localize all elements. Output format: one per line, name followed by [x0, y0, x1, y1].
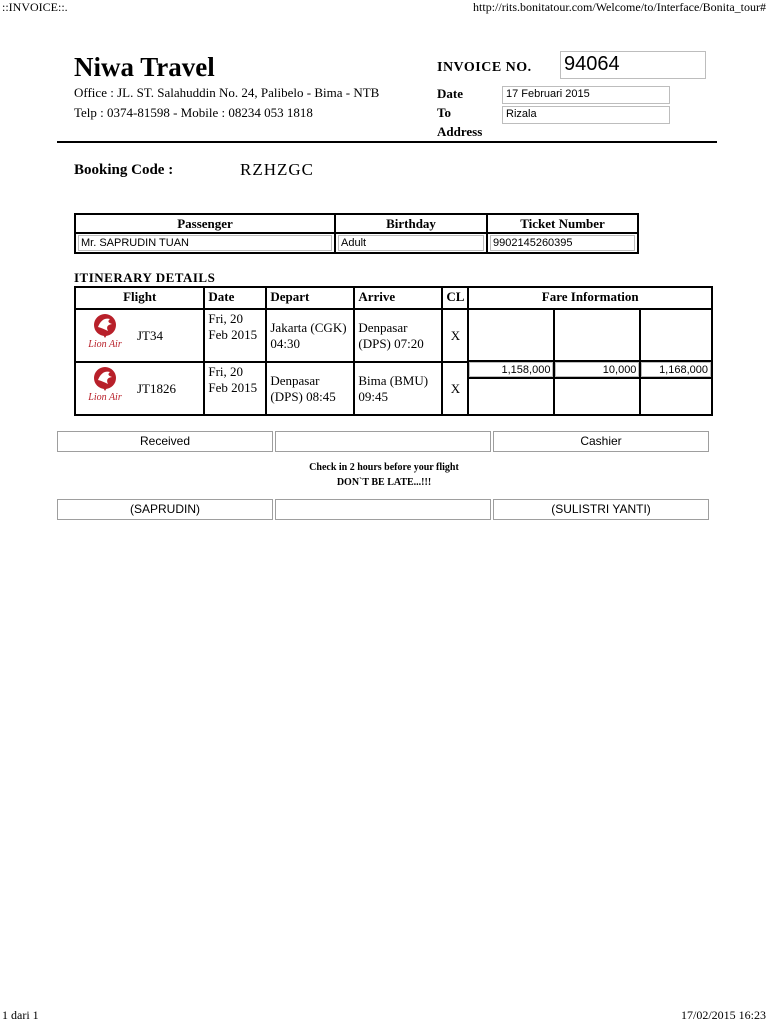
table-row [75, 309, 712, 362]
table-row [75, 233, 638, 253]
airline-logo-cell [75, 362, 134, 415]
header-divider [57, 141, 717, 143]
cashier-label[interactable]: Cashier [493, 431, 709, 452]
to-field[interactable]: Rizala [502, 106, 670, 124]
received-name-field[interactable]: (SAPRUDIN) [57, 499, 273, 520]
flight-header: Flight [75, 287, 204, 309]
depart-cell: Jakarta (CGK) 04:30 [266, 309, 354, 362]
print-timestamp-footer: 17/02/2015 16:23 [680, 1008, 766, 1022]
blank-field[interactable] [275, 431, 491, 452]
class-cell: X [442, 362, 468, 415]
ticket-number-header: Ticket Number [487, 214, 638, 233]
fare-cell-total [640, 309, 712, 415]
lion-air-logo [79, 311, 131, 350]
booking-code-label: Booking Code : [74, 162, 174, 178]
received-label[interactable]: Received [57, 431, 273, 452]
flight-number-cell: JT34 [134, 309, 204, 362]
cl-header: CL [442, 287, 468, 309]
depart-cell: Denpasar (DPS) 08:45 [266, 362, 354, 415]
birthday-field[interactable]: Adult [338, 235, 484, 251]
company-name: Niwa Travel [74, 52, 215, 82]
invoice-number-label: INVOICE NO. [437, 60, 532, 75]
address-label: Address [437, 124, 483, 139]
invoice-number-field[interactable]: 94064 [560, 51, 706, 79]
late-warning: DON`T BE LATE...!!! [336, 477, 432, 488]
booking-code-value: RZHZGC [240, 160, 314, 179]
flight-number-cell: JT1826 [134, 362, 204, 415]
page-title-header: ::INVOICE::. [2, 0, 68, 14]
passenger-table [74, 213, 639, 254]
arrive-cell: Bima (BMU) 09:45 [354, 362, 442, 415]
airline-logo-cell [75, 309, 134, 362]
lion-air-logo-text: Lion Air [88, 392, 122, 403]
flight-date-cell: Fri, 20 Feb 2015 [204, 309, 266, 362]
lion-air-logo-text: Lion Air [88, 339, 122, 350]
arrive-cell: Denpasar (DPS) 07:20 [354, 309, 442, 362]
signature-header-row [57, 431, 711, 452]
fare-total-field[interactable]: 1,168,000 [641, 362, 711, 377]
lion-icon [90, 311, 120, 341]
date-field[interactable]: 17 Februari 2015 [502, 86, 670, 104]
fare-cell-base [468, 309, 554, 415]
class-cell: X [442, 309, 468, 362]
ticket-number-field[interactable]: 9902145260395 [490, 235, 635, 251]
cashier-name-field[interactable]: (SULISTRI YANTI) [493, 499, 709, 520]
page-url-header[interactable]: http://rits.bonitatour.com/Welcome/to/Interface/Bonita_tour# [473, 0, 766, 14]
date-header: Date [204, 287, 266, 309]
fare-tax-field[interactable]: 10,000 [555, 362, 639, 377]
birthday-header: Birthday [335, 214, 487, 233]
passenger-name-field[interactable]: Mr. SAPRUDIN TUAN [78, 235, 332, 251]
fare-information-header: Fare Information [468, 287, 712, 309]
itinerary-table [74, 286, 713, 416]
blank-field[interactable] [275, 499, 491, 520]
arrive-header: Arrive [354, 287, 442, 309]
lion-icon [90, 364, 120, 394]
date-label: Date [437, 86, 463, 101]
fare-base-field[interactable]: 1,158,000 [469, 362, 553, 377]
lion-air-logo [79, 364, 131, 403]
checkin-note: Check in 2 hours before your flight [309, 462, 459, 473]
signature-name-row [57, 499, 711, 520]
page-count-footer: 1 dari 1 [2, 1008, 39, 1022]
flight-date-cell: Fri, 20 Feb 2015 [204, 362, 266, 415]
passenger-header: Passenger [75, 214, 335, 233]
fare-cell-tax [554, 309, 640, 415]
to-label: To [437, 105, 451, 120]
itinerary-title: ITINERARY DETAILS [74, 270, 216, 285]
depart-header: Depart [266, 287, 354, 309]
company-address: Office : JL. ST. Salahuddin No. 24, Palibelo - Bima - NTB [74, 85, 380, 100]
company-phone: Telp : 0374-81598 - Mobile : 08234 053 1818 [74, 105, 313, 120]
